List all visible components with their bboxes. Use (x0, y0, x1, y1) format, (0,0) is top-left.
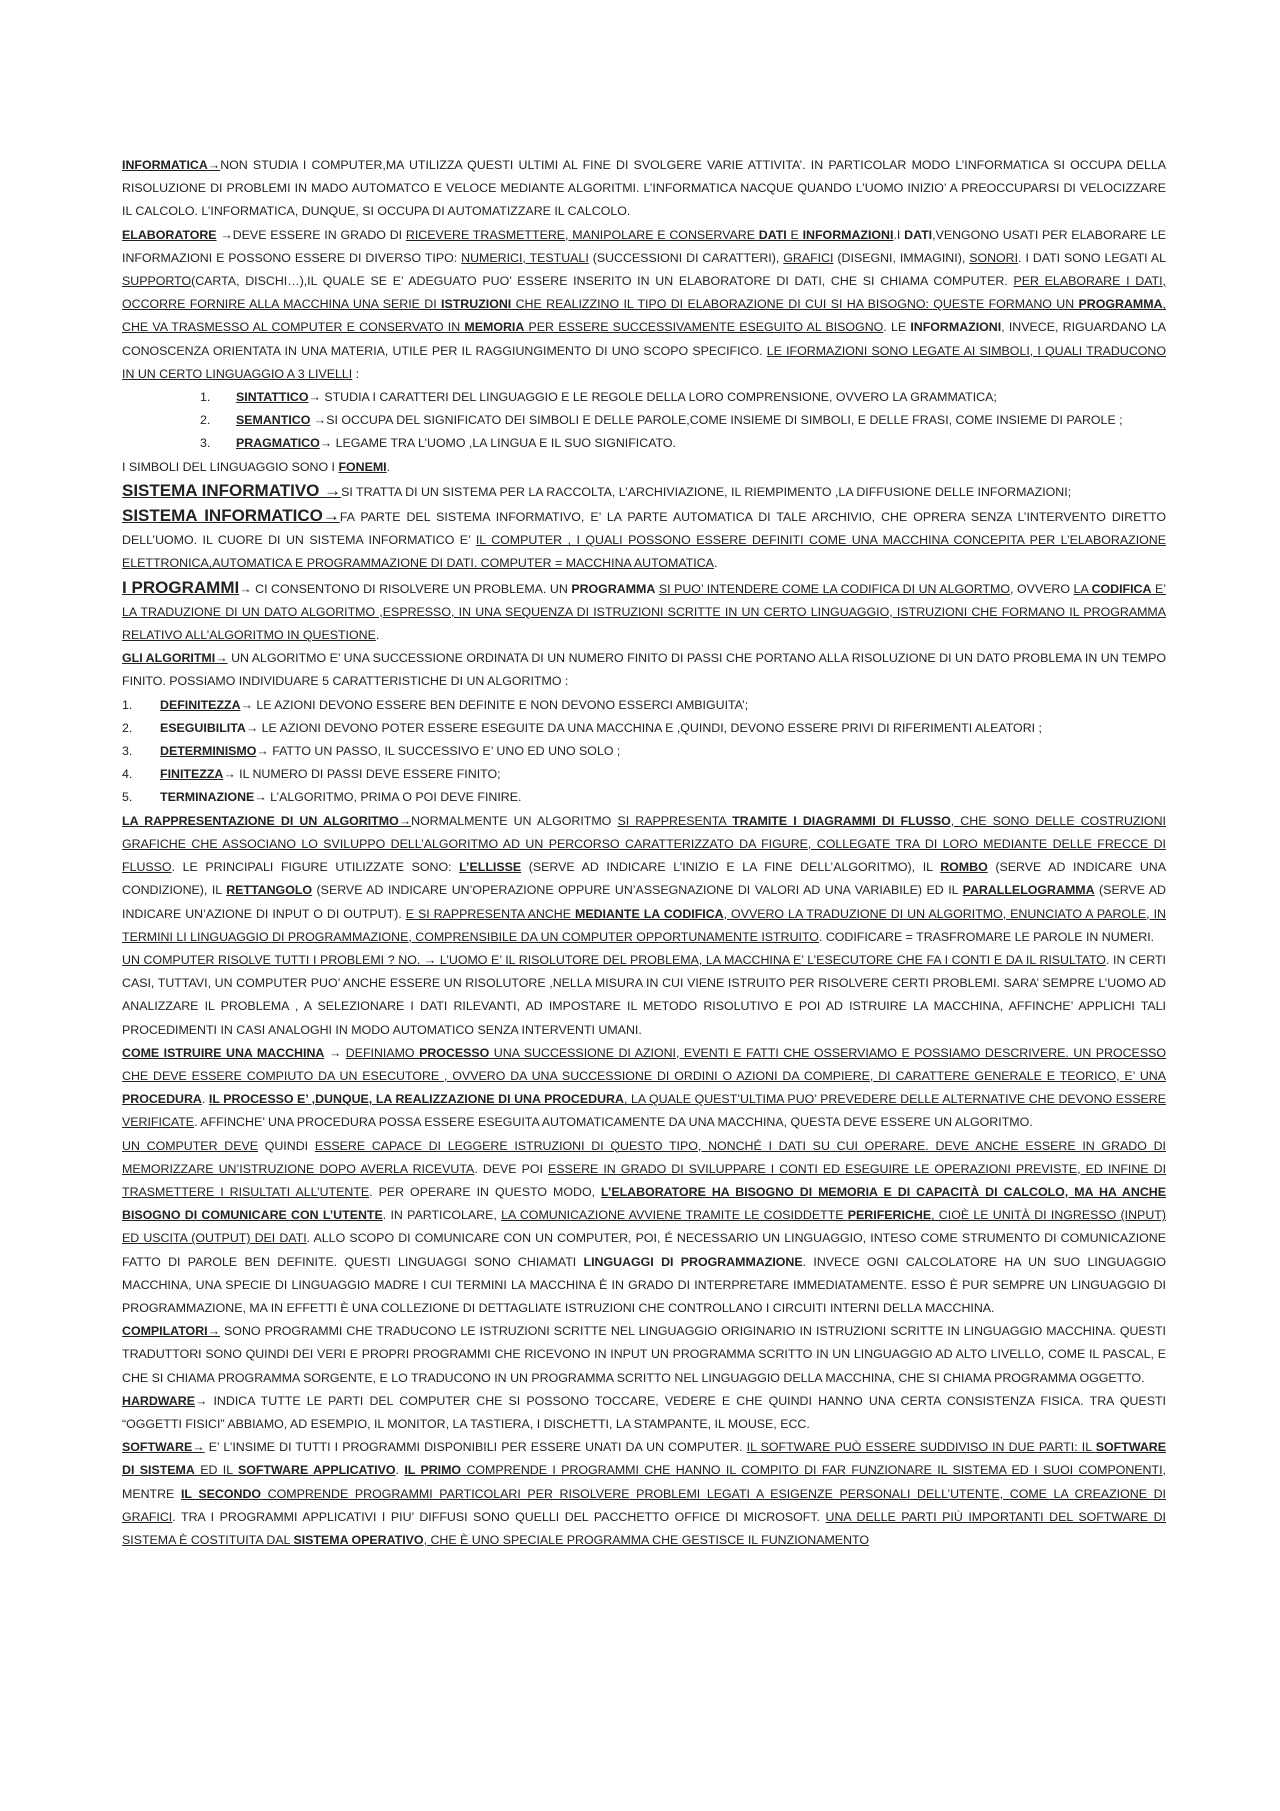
text: NON STUDIA I COMPUTER,MA UTILIZZA QUESTI ULTIMI AL FINE DI SVOLGERE VARIE ATTIVITA’. IN PARTICOLAR MODO L’INFORMATICA SI OCCUPA DELLA RISOLUZIONE DI PROBLEMI IN MADO AUTOMATCO E VELOCE MEDIANTE ALGORITMI. L’INFORMATICA NACQUE QUANDO L’UOMO INIZIO’ A PREOCCUPARSI DI VELOCIZZARE IL CALCOLO. L’INFORMATICA, DUNQUE, SI OCCUPA DI AUTOMATIZZARE IL CALCOLO. (122, 158, 1166, 219)
text: , LA QUALE QUEST’ULTIMA PUO’ PREVEDERE DELLE ALTERNATIVE CHE DEVONO ESSERE VERIFICATE (122, 1092, 1167, 1130)
text: I SIMBOLI DEL LINGUAGGIO SONO I (122, 459, 339, 474)
text: IL SOFTWARE PUÒ ESSERE SUDDIVISO IN DUE PARTI: IL (746, 1440, 1096, 1455)
list-text: → L’ALGORITMO, PRIMA O POI DEVE FINIRE. (254, 790, 522, 805)
heading-elaboratore: ELABORATORE (122, 227, 217, 242)
text: (CARTA, DISCHI…),IL QUALE SE E’ ADEGUATO PUO’ ESSERE INSERITO IN UN ELABORATORE DI DATI, CHE SI CHIAMA COMPUTER. (191, 274, 1014, 289)
text: IL COMPUTER , I QUALI POSSONO ESSERE DEFINITI COME UNA MACCHINA CONCEPITA PER L’ELABORAZIONE ELETTRONICA,AUTOMATICA E PROGRAMMAZIONE DI DATI. COMPUTER = MACCHINA AUTOMATICA (122, 533, 1166, 571)
term-dati: DATI (904, 227, 933, 242)
heading-hardware: HARDWARE (122, 1393, 195, 1408)
text: . (375, 628, 380, 643)
term-sistema-operativo: SISTEMA OPERATIVO (293, 1532, 424, 1547)
text: ESSERE IN GRADO DI SVILUPPARE I CONTI ED ESEGUIRE LE OPERAZIONI PREVISTE, ED INFINE DI TRASMETTERE I RISULTATI ALL’UTENTE (122, 1161, 1167, 1199)
text: (DISEGNI, IMMAGINI), (833, 250, 970, 265)
list-number: 2. (200, 413, 211, 428)
list-number: 1. (200, 390, 211, 405)
list-text: → LE AZIONI DEVONO POTER ESSERE ESEGUITE DA UNA MACCHINA E ,QUINDI, DEVONO ESSERE PRIVI DI RIFERIMENTI ALEATORI ; (245, 720, 1042, 735)
list-heading: DETERMINISMO (160, 744, 257, 759)
text: , OVVERO (1010, 581, 1074, 596)
text: → CI CONSENTONO DI RISOLVERE UN PROBLEMA. UN (239, 581, 572, 596)
heading-sistema-informativo: SISTEMA INFORMATIVO → (122, 480, 342, 500)
term-rombo: ROMBO (940, 860, 988, 875)
list-number: 5. (122, 790, 133, 805)
text: , MENTRE (122, 1463, 1166, 1501)
list-item (122, 717, 1166, 740)
text: . PER OPERARE IN QUESTO MODO, (369, 1184, 602, 1199)
list-text: → FATTO UN PASSO, IL SUCCESSIVO E’ UNO ED UNO SOLO ; (256, 744, 621, 759)
paragraph-hardware (122, 1390, 1166, 1436)
list-heading: ESEGUIBILITA (160, 720, 246, 735)
text: LE IFORMAZIONI SONO LEGATE AI SIMBOLI, I QUALI TRADUCONO IN UN CERTO LINGUAGGIO A 3 LIVELLI (122, 343, 1166, 381)
text: → (324, 1045, 346, 1060)
text: SI PUO’ INTENDERE COME LA CODIFICA DI UN ALGORTMO (658, 581, 1011, 596)
text: (SERVE AD INDICARE UN’AZIONE DI INPUT O DI OUTPUT). (122, 883, 1166, 921)
list-heading: DEFINITEZZA (160, 697, 241, 712)
text: LA COMUNICAZIONE AVVIENE TRAMITE LE COSIDDETTE (501, 1208, 848, 1223)
text: RICEVERE TRASMETTERE, MANIPOLARE E CONSERVARE (405, 227, 759, 242)
list-item (122, 763, 1166, 786)
list-heading: PRAGMATICO (236, 436, 320, 451)
text: , CIOÈ LE UNITÀ DI INGRESSO (INPUT) ED USCITA (OUTPUT) DEI DATI (122, 1208, 1166, 1246)
text: ,VENGONO USATI PER ELABORARE LE INFORMAZIONI E POSSONO ESSERE DI DIVERSO TIPO: (122, 227, 1166, 265)
text: , CHE È UNO SPECIALE PROGRAMMA CHE GESTISCE IL FUNZIONAMENTO (423, 1532, 870, 1547)
list-item (122, 740, 1166, 763)
text: . DEVE POI (474, 1161, 549, 1176)
paragraph-sistema-informativo (122, 479, 1166, 504)
text: PER ELABORARE I DATI, OCCORRE FORNIRE ALLA MACCHINA UNA SERIE DI (122, 274, 1166, 312)
text: SONO PROGRAMMI CHE TRADUCONO LE ISTRUZIONI SCRITTE NEL LINGUAGGIO ORIGINARIO IN ISTRUZIONI SCRITTE IN LINGUAGGIO MACCHINA. QUESTI TRADUTTORI SONO QUINDI DEI VERI E PROPRI PROGRAMMI CHE RICEVONO IN INPUT UN PROGRAMMA SCRITTO IN UN LINGUAGGIO AD ALTO LIVELLO, COME IL PASCAL, E CHE SI CHIAMA PROGRAMMA SORGENTE, E LO TRADUCONO IN UN PROGRAMMA SCRITTO NEL LINGUAGGIO DELLA MACCHINA, CHE SI CHIAMA PROGRAMMA OGGETTO. (122, 1324, 1166, 1385)
text: . (713, 556, 718, 571)
text: UN COMPUTER RISOLVE TUTTI I PROBLEMI ? NO. → L’UOMO E’ IL RISOLUTORE DEL PROBLEMA, LA MACCHINA E’ L’ESECUTORE CHE FA I CONTI E DA IL RISULTATO (122, 952, 1106, 967)
heading-istruire: COME ISTRUIRE UNA MACCHINA (122, 1045, 325, 1060)
text: ESSERE CAPACE DI LEGGERE ISTRUZIONI DI QUESTO TIPO, NONCHÉ I DATI SU CUI OPERARE. DEVE ANCHE ESSERE IN GRADO DI MEMORIZZARE UN’ISTRUZIONE DOPO AVERLA RICEVUTA (122, 1138, 1166, 1176)
text: . CODIFICARE = TRASFROMARE LE PAROLE IN NUMERI. (818, 929, 1155, 944)
text: ED IL (194, 1463, 238, 1478)
text: COMPRENDE I PROGRAMMI CHE HANNO IL COMPITO DI FAR FUNZIONARE IL SISTEMA ED I SUOI COMPONENTI (461, 1463, 1163, 1478)
term-software-sistema: SOFTWARE DI SISTEMA (122, 1440, 1166, 1478)
text: E’ L’INSIME DI TUTTI I PROGRAMMI DISPONIBILI PER ESSERE UNATI DA UN COMPUTER. (204, 1440, 747, 1455)
list-number: 1. (122, 697, 133, 712)
term-programma: PROGRAMMA (571, 581, 656, 596)
paragraph-risolve (122, 949, 1166, 1042)
text: (SERVE AD INDICARE L’INIZIO E LA FINE DELL’ALGORITMO), IL (521, 860, 941, 875)
caratteristiche-list (122, 694, 1166, 810)
term-ellisse: L’ELLISSE (459, 860, 522, 875)
term-periferiche: PERIFERICHE (847, 1208, 932, 1223)
text: . LE PRINCIPALI FIGURE UTILIZZATE SONO: (171, 860, 460, 875)
list-number: 2. (122, 720, 133, 735)
paragraph-computer-deve (122, 1135, 1166, 1321)
text: SI RAPPRESENTA (617, 813, 733, 828)
term-parallelogramma: PARALLELOGRAMMA (962, 883, 1095, 898)
heading-software: SOFTWARE→ (122, 1440, 205, 1455)
text: E’ LA TRADUZIONE DI UN DATO ALGORITMO ,ESPRESSO, IN UNA SEQUENZA DI ISTRUZIONI SCRITTE IN UN CERTO LINGUAGGIO, ISTRUZIONI CHE FORMANO IL PROGRAMMA RELATIVO ALL’ALGORITMO IN QUESTIONE (122, 581, 1167, 643)
paragraph-istruire (122, 1042, 1166, 1135)
document-page (122, 154, 1166, 1552)
paragraph-fonemi (122, 456, 1166, 479)
term-istruzioni: ISTRUZIONI (441, 297, 512, 312)
list-text: → LE AZIONI DEVONO ESSERE BEN DEFINITE E NON DEVONO ESSERCI AMBIGUITA’; (240, 697, 749, 712)
term-processo: PROCESSO (419, 1045, 490, 1060)
list-heading: TERMINAZIONE (160, 790, 255, 805)
text: .I (893, 227, 905, 242)
list-text: →SI OCCUPA DEL SIGNIFICATO DEI SIMBOLI E DELLE PAROLE,COME INSIEME DI SIMBOLI, E DELLE FRASI, COME INSIEME DI PAROLE ; (310, 413, 1123, 428)
list-heading: FINITEZZA (160, 767, 224, 782)
text: UN COMPUTER DEVE (122, 1138, 258, 1153)
text: , CHE SONO DELLE COSTRUZIONI GRAFICHE CHE ASSOCIANO LO SVILUPPO DELL’ALGORITMO AD UN PERCORSO CARATTERIZZATO DA FIGURE, COLLEGATE TRA DI LORO MEDIANTE DELLE FRECCE DI FLUSSO (122, 813, 1166, 875)
paragraph-sistema-informatico (122, 504, 1166, 576)
paragraph-software (122, 1436, 1166, 1552)
text: . INVECE OGNI CALCOLATORE HA UN SUO LINGUAGGIO MACCHINA, UNA SPECIE DI LINGUAGGIO MADRE I CUI TERMINI LA MACCHINA È IN GRADO DI INTERPRETARE IMMEDIATAMENTE. ESSO È PUR SEMPRE UN LINGUAGGIO DI PROGRAMMAZIONE, MA IN EFFETTI È UNA COLLEZIONE DI DETTAGLIATE ISTRUZIONI CHE CONTROLLANO I CIRCUITI INTERNI DELLA MACCHINA. (122, 1254, 1166, 1315)
paragraph-algoritmi (122, 647, 1166, 693)
term-procedura: PROCEDURA (122, 1092, 202, 1107)
heading-rappresentazione: LA RAPPRESENTAZIONE DI UN ALGORITMO→ (122, 813, 412, 828)
list-item (122, 386, 1166, 409)
heading-compilatori: COMPILATORI→ (122, 1324, 220, 1339)
list-heading: SEMANTICO (236, 413, 311, 428)
list-text: → LEGAME TRA L’UOMO ,LA LINGUA E IL SUO SIGNIFICATO. (319, 436, 676, 451)
text: (SUCCESSIONI DI CARATTERI), (588, 250, 784, 265)
heading-sistema-informatico: SISTEMA INFORMATICO→ (122, 506, 340, 526)
text: SI TRATTA DI UN SISTEMA PER LA RACCOLTA, L’ARCHIVIAZIONE, IL RIEMPIMENTO ,LA DIFFUSIONE DELLE INFORMAZIONI; (341, 484, 1072, 499)
term-rettangolo: RETTANGOLO (226, 883, 313, 898)
paragraph-elaboratore (122, 224, 1166, 386)
text: NUMERICI, TESTUALI (461, 250, 589, 265)
text: UNA SUCCESSIONE DI AZIONI, EVENTI E FATTI CHE OSSERVIAMO E POSSIAMO DESCRIVERE. UN PROCESSO CHE DEVE ESSERE COMPIUTO DA UN ESECUTORE , OVVERO DA UNA SUCCESSIONE DI ORDINI O AZIONI DA COMPIERE, DI CARATTERE GENERALE E TEORICO, E’ UNA (122, 1045, 1166, 1083)
text: , OVVERO LA TRADUZIONE DI UN ALGORITMO, ENUNCIATO A PAROLE, IN TERMINI LI LINGUAGGIO DI PROGRAMMAZIONE, COMPRENSIBILE DA UN COMPUTER OPPORTUNAMENTE ISTRUITO (122, 906, 1166, 944)
text: , INVECE, RIGUARDANO LA CONOSCENZA ORIENTATA IN UNA MATERIA, UTILE PER IL RAGGIUNGIMENTO DI UNO SCOPO SPECIFICO. (122, 320, 1166, 358)
text: (SERVE AD INDICARE UNA CONDIZIONE), IL (122, 860, 1166, 898)
text: UN ALGORITMO E’ UNA SUCCESSIONE ORDINATA DI UN NUMERO FINITO DI PASSI CHE PORTANO ALLA RISOLUZIONE DI UN DATO PROBLEMA IN UN TEMPO FINITO. POSSIAMO INDIVIDUARE 5 CARATTERISTICHE DI UN ALGORITMO : (122, 651, 1166, 689)
term-informazioni: INFORMAZIONI (802, 227, 894, 242)
list-item (122, 409, 1166, 432)
list-item (122, 694, 1166, 717)
list-heading: SINTATTICO (236, 390, 309, 405)
text: . IN CERTI CASI, TUTTAVI, UN COMPUTER PUO’ ANCHE ESSERE UN RISOLUTORE ,NELLA MISURA IN CUI VIENE ISTRUITO PER RISOLVERE CERTI PROBLEMI. SARA’ SEMPRE L’UOMO AD ANALIZZARE IL PROBLEMA , A SELEZIONARE I DATI RILEVANTI, AD IMPOSTARE IL METODO RISOLUTIVO E POI AD ISTRUIRE LA MACCHINA, AFFINCHE’ APPLICHI TALI PROCEDIMENTI IN CASI ANALOGHI IN MODO AUTOMATICO SENZA INTERVENTI UMANI. (122, 952, 1166, 1037)
text: . ALLO SCOPO DI COMUNICARE CON UN COMPUTER, POI, É NECESSARIO UN LINGUAGGIO, INTESO COME STRUMENTO DI COMUNICAZIONE FATTO DI PAROLE BEN DEFINITE. QUESTI LINGUAGGI SONO CHIAMATI (122, 1231, 1167, 1269)
list-text: → IL NUMERO DI PASSI DEVE ESSERE FINITO; (223, 767, 501, 782)
text: . AFFINCHE’ UNA PROCEDURA POSSA ESSERE ESEGUITA AUTOMATICAMENTE DA UNA MACCHINA, QUESTA DEVE ESSERE UN ALGORITMO. (194, 1115, 1033, 1130)
text: . I DATI SONO LEGATI AL (1018, 250, 1167, 265)
text: (SERVE AD INDICARE UN’OPERAZIONE OPPURE UN’ASSEGNAZIONE DI VALORI AD UNA VARIABILE) ED IL (312, 883, 963, 898)
term-il-secondo: IL SECONDO (180, 1486, 262, 1501)
term-linguaggi: LINGUAGGI DI PROGRAMMAZIONE (583, 1254, 803, 1269)
text: , CHE VA TRASMESSO AL COMPUTER E CONSERVATO IN (122, 297, 1166, 335)
term-codifica: CODIFICA (1091, 581, 1152, 596)
text: PER ESSERE SUCCESSIVAMENTE ESEGUITO AL BISOGNO (524, 320, 884, 335)
text: E SI RAPPRESENTA ANCHE (405, 906, 575, 921)
list-item (122, 432, 1166, 455)
term-programma: PROGRAMMA (1078, 297, 1163, 312)
text: : (352, 366, 360, 381)
text: . IN PARTICOLARE, (382, 1208, 502, 1223)
text: LA (1073, 581, 1092, 596)
text: QUINDI (258, 1138, 315, 1153)
heading-programmi: I PROGRAMMI (122, 577, 240, 597)
term-informazioni: INFORMAZIONI (910, 320, 1002, 335)
paragraph-informatica (122, 154, 1166, 224)
text: → INDICA TUTTE LE PARTI DEL COMPUTER CHE SI POSSONO TOCCARE, VEDERE E CHE QUINDI HANNO UNA CERTA CONSISTENZA FISICA. TRA QUESTI “OGGETTI FISICI” ABBIAMO, AD ESEMPIO, IL MONITOR, LA TASTIERA, I DISCHETTI, LA STAMPANTE, IL MOUSE, ECC. (122, 1393, 1166, 1431)
list-item (122, 786, 1166, 809)
text: NORMALMENTE UN ALGORITMO (411, 813, 618, 828)
paragraph-rappresentazione (122, 810, 1166, 949)
term-elaboratore: L’ELABORATORE HA BISOGNO DI MEMORIA E DI CAPACITÀ DI CALCOLO, MA HA ANCHE BISOGNO DI COMUNICARE CON L’UTENTE (122, 1184, 1166, 1223)
term-diagrammi: TRAMITE I DIAGRAMMI DI FLUSSO (732, 813, 951, 828)
term-processo-procedura: IL PROCESSO E’ ,DUNQUE, LA REALIZZAZIONE DI UNA PROCEDURA (208, 1092, 624, 1107)
list-number: 3. (200, 436, 211, 451)
heading-algoritmi: GLI ALGORITMI→ (122, 651, 228, 666)
list-text: → STUDIA I CARATTERI DEL LINGUAGGIO E LE REGOLE DELLA LORO COMPRENSIONE, OVVERO LA GRAMMATICA; (308, 390, 997, 405)
term-codifica: MEDIANTE LA CODIFICA (575, 906, 724, 921)
list-number: 3. (122, 744, 133, 759)
list-number: 4. (122, 767, 133, 782)
text: FA PARTE DEL SISTEMA INFORMATIVO, E’ LA PARTE AUTOMATICA DI TALE ARCHIVIO, CHE OPRERA SENZA L’INTERVENTO DIRETTO DELL’UOMO. IL CUORE DI UN SISTEMA INFORMATICO E’ (122, 510, 1166, 548)
text: DEFINIAMO (345, 1045, 420, 1060)
text: GRAFICI (783, 250, 834, 265)
text: SONORI (969, 250, 1019, 265)
text: . (201, 1092, 209, 1107)
text: SUPPORTO (122, 274, 192, 289)
text: . (386, 459, 391, 474)
term-software-applicativo: SOFTWARE APPLICATIVO (238, 1463, 396, 1478)
text: E (786, 227, 803, 242)
term-dati: DATI (758, 227, 787, 242)
text: . LE (883, 320, 911, 335)
term-memoria: MEMORIA (464, 320, 525, 335)
term-fonemi: FONEMI (338, 459, 387, 474)
paragraph-compilatori (122, 1320, 1166, 1390)
text: . TRA I PROGRAMMI APPLICATIVI I PIU’ DIFFUSI SONO QUELLI DEL PACCHETTO OFFICE DI MICROSOFT. (172, 1509, 826, 1524)
heading-informatica: INFORMATICA→ (122, 158, 221, 172)
text: UNA DELLE PARTI PIÙ IMPORTANTI DEL SOFTWARE DI SISTEMA È COSTITUITA DAL (122, 1509, 1166, 1547)
paragraph-programmi (122, 576, 1166, 648)
livelli-list (122, 386, 1166, 456)
text: . (395, 1463, 405, 1478)
text: COMPRENDE PROGRAMMI PARTICOLARI PER RISOLVERE PROBLEMI LEGATI A ESIGENZE PERSONALI DELL’UTENTE, COME LA CREAZIONE DI GRAFICI (122, 1486, 1166, 1524)
text: →DEVE ESSERE IN GRADO DI (216, 227, 406, 242)
term-il-primo: IL PRIMO (404, 1463, 462, 1478)
text: CHE REALIZZINO IL TIPO DI ELABORAZIONE DI CUI SI HA BISOGNO: QUESTE FORMANO UN (511, 297, 1079, 312)
